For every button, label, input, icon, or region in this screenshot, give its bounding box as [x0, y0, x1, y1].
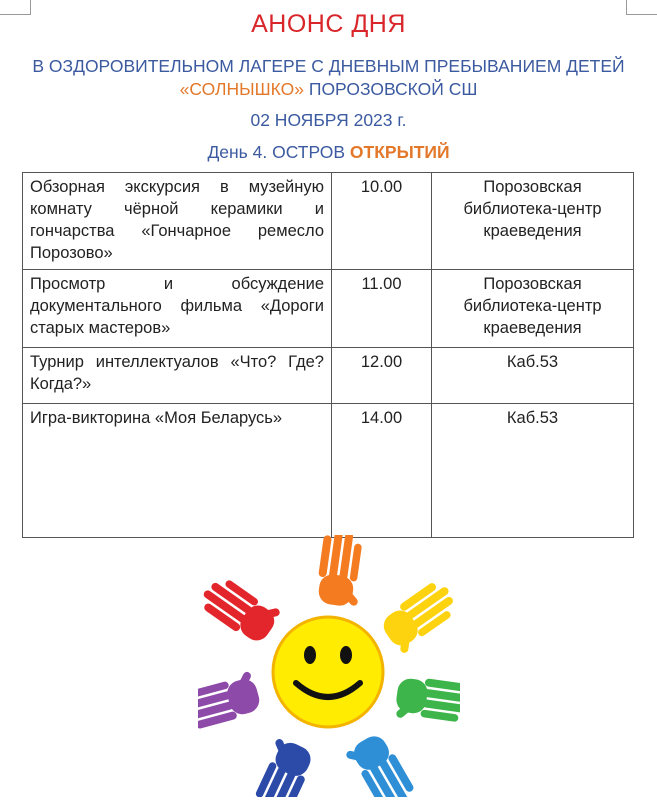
schedule-table: [22, 172, 634, 538]
event-cell: Просмотр и обсуждение документального фильма «Дороги старых мастеров»: [23, 270, 332, 348]
time-cell: 12.00: [332, 348, 432, 404]
smiling-sun-logo-icon: [198, 535, 460, 797]
school-name: ПОРОЗОВСКОЙ СШ: [304, 79, 478, 99]
day-heading: [0, 142, 657, 163]
camp-name: «СОЛНЫШКО»: [179, 79, 304, 99]
announcement-date: 02 НОЯБРЯ 2023 г.: [250, 110, 407, 130]
place-cell: Порозовская библиотека-центр краеведения: [432, 270, 634, 348]
table-row: [23, 270, 634, 348]
place-cell: Каб.53: [432, 404, 634, 538]
table-row: [23, 173, 634, 270]
place-cell: Порозовская библиотека-центр краеведения: [432, 173, 634, 270]
day-label: День 4. ОСТРОВ: [207, 142, 350, 162]
page-title: АНОНС ДНЯ: [251, 10, 406, 38]
event-cell: Обзорная экскурсия в музейную комнату чёрной керамики и гончарства «Гончарное ремесло Порозово»: [23, 173, 332, 270]
subtitle-line-2: [0, 78, 657, 101]
event-cell: Турнир интеллектуалов «Что? Где? Когда?»: [23, 348, 332, 404]
time-cell: 14.00: [332, 404, 432, 538]
sun-face: [273, 617, 383, 727]
place-cell: Каб.53: [432, 348, 634, 404]
table-row: [23, 404, 634, 538]
event-cell: Игра-викторина «Моя Беларусь»: [23, 404, 332, 538]
subtitle-line-1: В ОЗДОРОВИТЕЛЬНОМ ЛАГЕРЕ С ДНЕВНЫМ ПРЕБЫВАНИЕМ ДЕТЕЙ: [32, 56, 625, 76]
day-theme-accent: ОТКРЫТИЙ: [349, 142, 450, 162]
table-row: [23, 348, 634, 404]
time-cell: 10.00: [332, 173, 432, 270]
subtitle: [0, 55, 657, 101]
time-cell: 11.00: [332, 270, 432, 348]
